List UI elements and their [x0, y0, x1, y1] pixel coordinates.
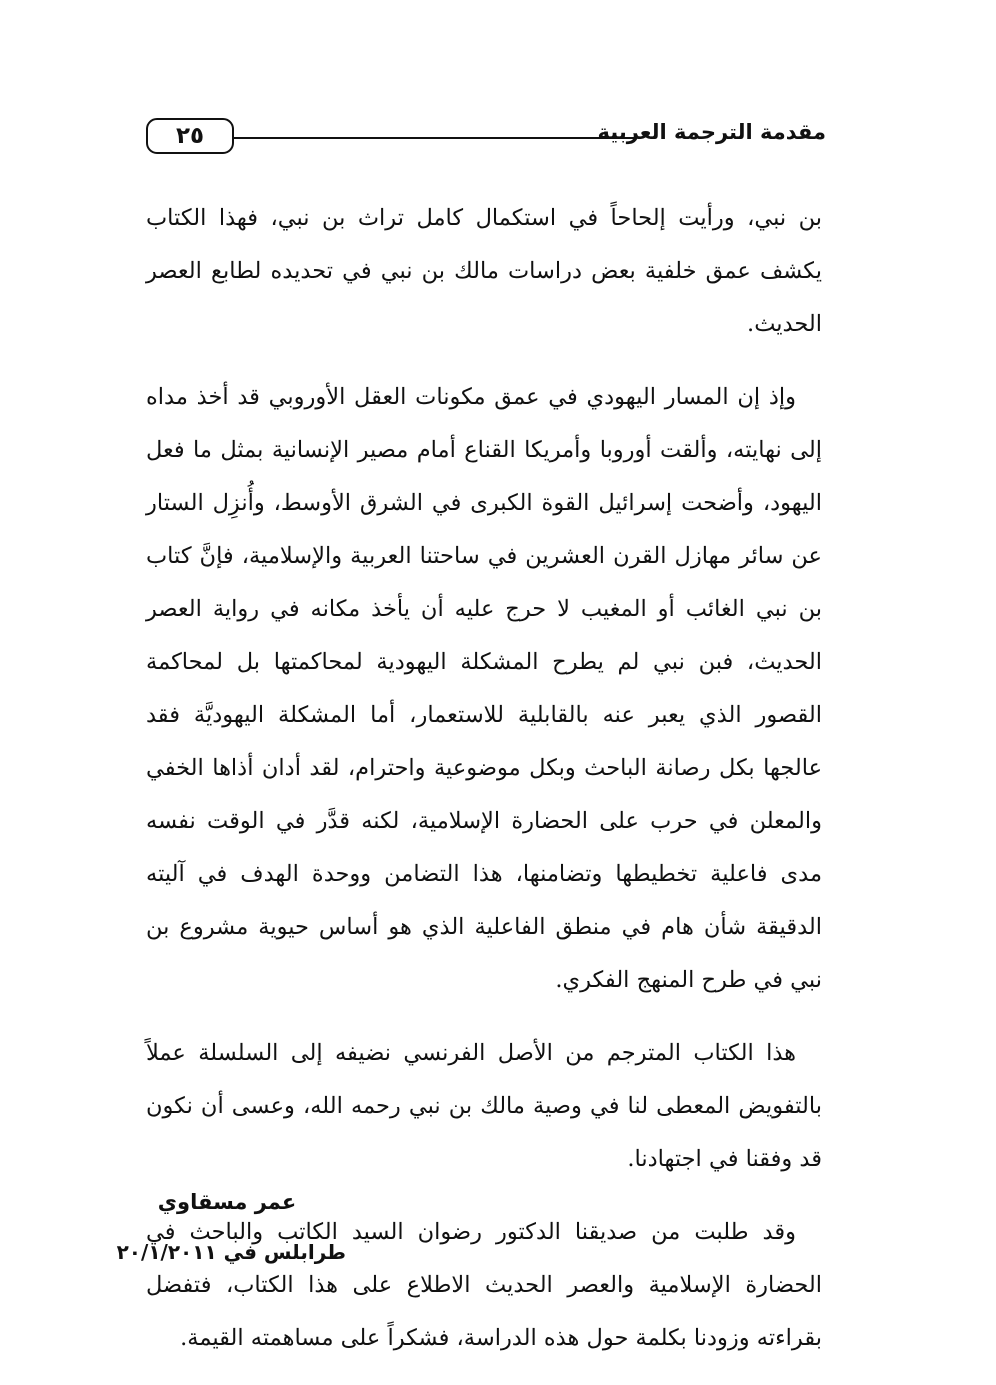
paragraph-1: بن نبي، ورأيت إلحاحاً في استكمال كامل تراث بن نبي، فهذا الكتاب يكشف عمق خلفية بعض دراسات مالك بن نبي في تحديده لطابع العصر الحديث. [146, 205, 822, 337]
running-header [146, 118, 826, 158]
author-signature: عمر مسقاوي [157, 1190, 297, 1214]
paragraph-4: وقد طلبت من صديقنا الدكتور رضوان السيد الكاتب والباحث في الحضارة الإسلامية والعصر الحديث الاطلاع على هذا الكتاب، فتفضل بقراءته وزودنا بكلمة حول هذه الدراسة، فشكراً على مساهمته القيمة. [146, 1219, 822, 1351]
chapter-title: مقدمة الترجمة العربية [597, 120, 826, 144]
header-rule [234, 137, 634, 139]
paragraph-2: وإذ إن المسار اليهودي في عمق مكونات العقل الأوروبي قد أخذ مداه إلى نهايته، وألقت أوروبا وأمريكا القناع أمام مصير الإنسانية بمثل ما فعل اليهود، وأضحت إسرائيل القوة الكبرى في الشرق الأوسط، وأُنزِل الستار عن سائر مهازل القرن العشرين في ساحتنا العربية والإسلامية، فإنَّ كتاب بن نبي الغائب أو المغيب لا حرج عليه أن يأخذ مكانه في رواية العصر الحديث، فبن نبي لم يطرح المشكلة اليهودية لمحاكمتها بل لمحاكمة القصور الذي يعبر عنه بالقابلية للاستعمار، أما المشكلة اليهوديَّة فقد عالجها بكل رصانة الباحث وبكل موضوعية واحترام، لقد أدان أذاها الخفي والمعلن في حرب على الحضارة الإسلامية، لكنه قدَّر في الوقت نفسه مدى فاعلية تخطيطها وتضامنها، هذا التضامن ووحدة الهدف في آليته الدقيقة شأن هام في منطق الفاعلية الذي هو أساس حيوية مشروع بن نبي في طرح المنهج الفكري. [146, 384, 822, 993]
place-date: طرابلس في ٢٠/١/٢٠١١ [116, 1240, 346, 1264]
page-number: ٢٥ [146, 118, 234, 154]
paragraph-3: هذا الكتاب المترجم من الأصل الفرنسي نضيفه إلى السلسلة عملاً بالتفويض المعطى لنا في وصية مالك بن نبي رحمه الله، وعسى أن نكون قد وفقنا في اجتهادنا. [146, 1040, 822, 1172]
